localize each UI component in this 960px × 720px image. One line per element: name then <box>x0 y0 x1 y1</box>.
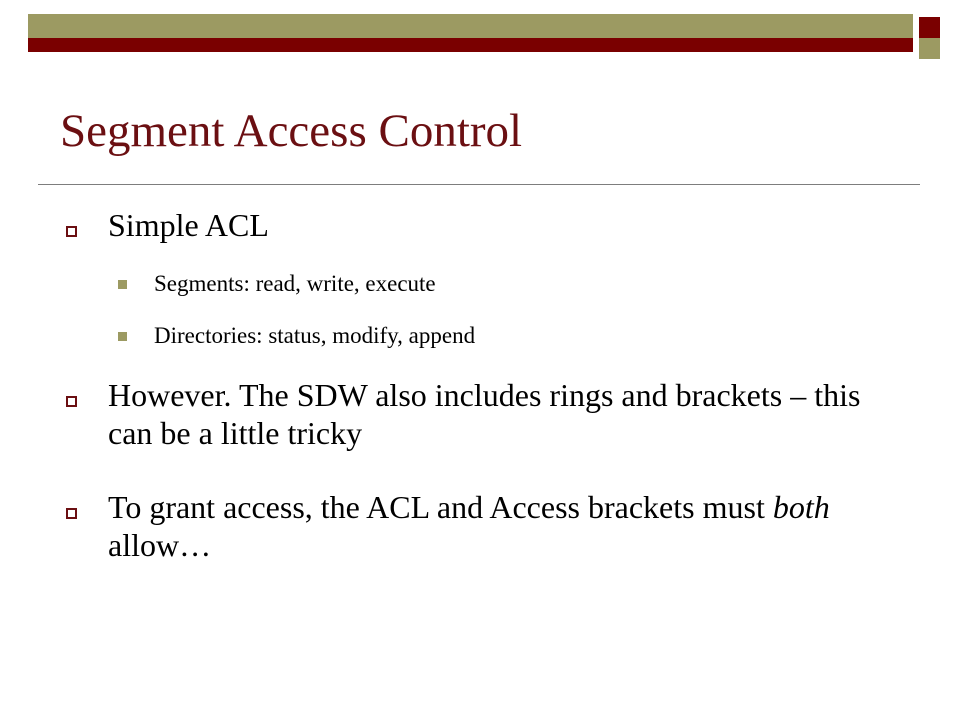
bullet-text: Simple ACL <box>108 207 269 243</box>
slide-title: Segment Access Control <box>60 105 523 157</box>
bullet-text-part: To grant access, the ACL and Access brackets must <box>108 489 773 525</box>
hollow-square-bullet-icon <box>66 226 77 237</box>
bullet-text <box>108 488 908 564</box>
hollow-square-bullet-icon <box>66 396 77 407</box>
sub-bullet-text: Directories: status, modify, append <box>154 323 476 348</box>
hollow-square-bullet-icon <box>66 508 77 519</box>
decoration-square-top <box>919 17 940 38</box>
bullet-text: However. The SDW also includes rings and brackets – this can be a little tricky <box>108 377 861 451</box>
filled-square-bullet-icon <box>118 280 127 289</box>
sub-bullet-text: Segments: read, write, execute <box>154 271 436 296</box>
bullet-text-part: allow… <box>108 527 212 563</box>
slide-body <box>60 0 920 720</box>
decoration-square-bottom <box>919 38 940 59</box>
bullet-text-emphasis: both <box>772 489 830 525</box>
filled-square-bullet-icon <box>118 332 127 341</box>
